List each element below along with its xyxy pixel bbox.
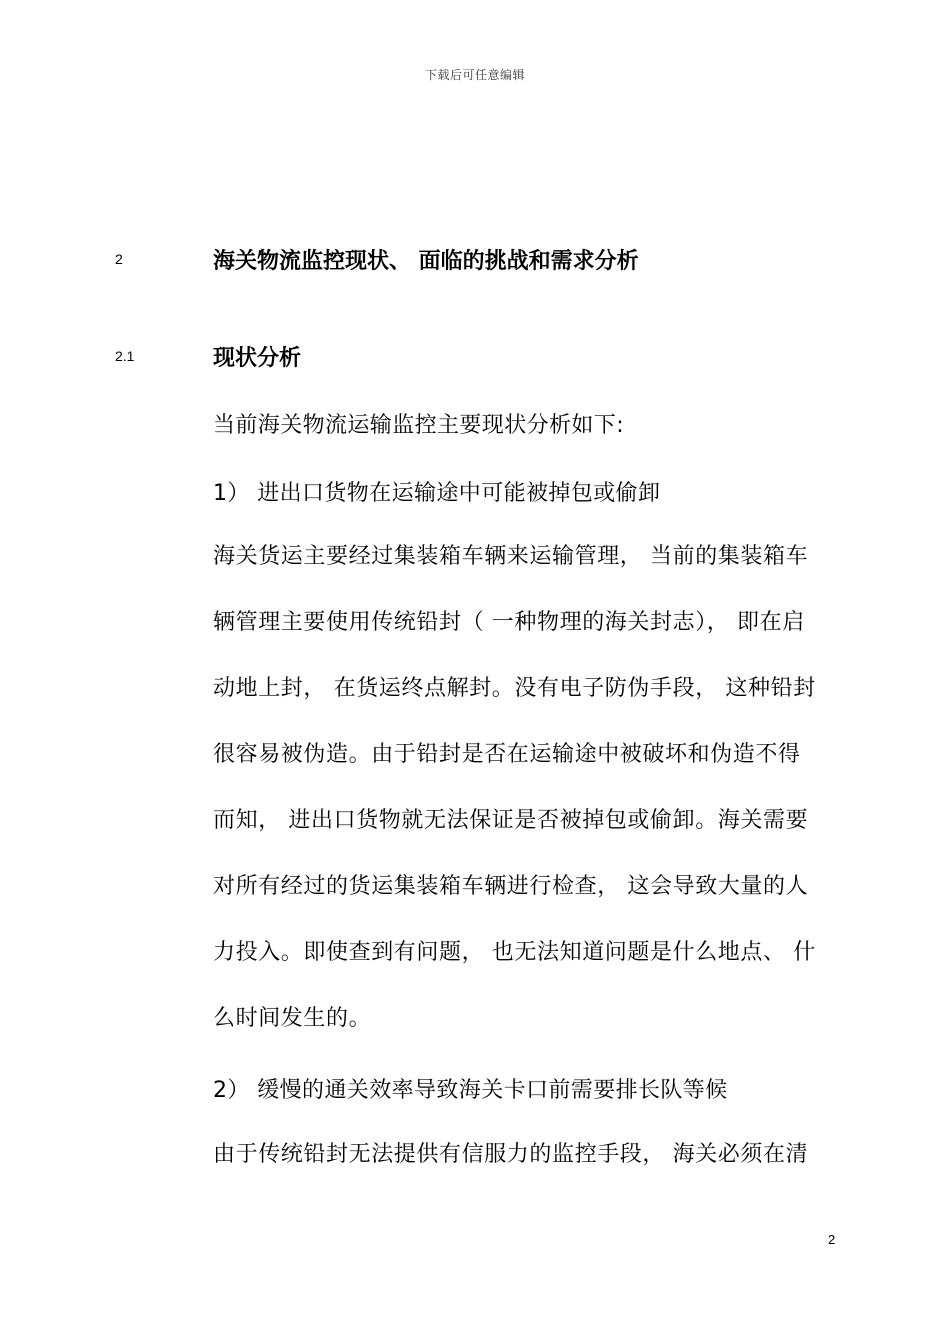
body-line: 力投入。即使查到有问题， 也无法知道问题是什么地点、 什: [213, 940, 816, 965]
body-line: 海关货运主要经过集装箱车辆来运输管理， 当前的集装箱车: [213, 544, 809, 569]
item2-heading: 2） 缓慢的通关效率导致海关卡口前需要排长队等候: [213, 1078, 728, 1103]
body-line: 对所有经过的货运集装箱车辆进行检查， 这会导致大量的人: [213, 874, 809, 899]
subsection-number: 2.1: [115, 348, 135, 364]
body-line: 辆管理主要使用传统铅封（ 一种物理的海关封志）， 即在启: [213, 610, 805, 635]
item1-heading: 1） 进出口货物在运输途中可能被掉包或偷卸: [213, 481, 661, 506]
body-line: 而知， 进出口货物就无法保证是否被掉包或偷卸。海关需要: [213, 808, 809, 833]
section-title: 海关物流监控现状、 面临的挑战和需求分析: [213, 249, 639, 274]
item1-body: [213, 524, 843, 1052]
header-note: 下载后可任意编辑: [424, 68, 525, 82]
intro-paragraph: 当前海关物流运输监控主要现状分析如下:: [213, 413, 625, 438]
body-line: 很容易被伪造。由于铅封是否在运输途中被破坏和伪造不得: [213, 742, 801, 767]
subsection-title: 现状分析: [213, 346, 302, 371]
section-number: 2: [115, 251, 123, 267]
item2-body: [213, 1122, 843, 1188]
body-line: 么时间发生的。: [213, 1006, 372, 1031]
page-number: 2: [828, 1232, 836, 1247]
body-line: 由于传统铅封无法提供有信服力的监控手段， 海关必须在清: [213, 1142, 809, 1167]
body-line: 动地上封， 在货运终点解封。没有电子防伪手段， 这种铅封: [213, 676, 816, 701]
